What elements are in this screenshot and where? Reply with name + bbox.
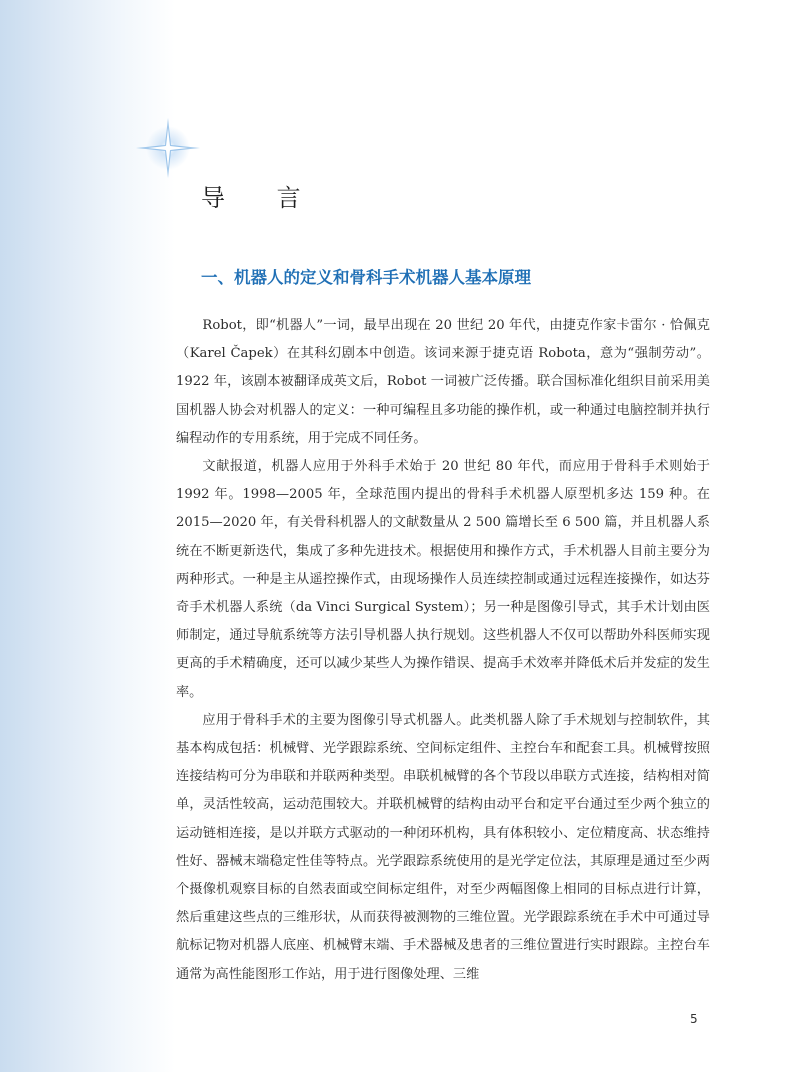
page-number: 5: [690, 1012, 698, 1026]
paragraph-1: Robot，即“机器人”一词，最早出现在 20 世纪 20 年代，由捷克作家卡雷尔 · 恰佩克（Karel Čapek）在其科幻剧本中创造。该词来源于捷克语 Robota，意为“强制劳动”。1922 年，该剧本被翻译成英文后，Robot 一词被广泛传播。联合国标准化组织目前采用美国机器人协会对机器人的定义：一种可编程且多功能的操作机，或一种通过电脑控制并执行编程动作的专用系统，用于完成不同任务。: [176, 318, 710, 446]
chapter-title: 导 言: [201, 184, 323, 212]
paragraph-3: 应用于骨科手术的主要为图像引导式机器人。此类机器人除了手术规划与控制软件，其基本构成包括：机械臂、光学跟踪系统、空间标定组件、主控台车和配套工具。机械臂按照连接结构可分为串联和并联两种类型。串联机械臂的各个节段以串联方式连接，结构相对简单，灵活性较高，运动范围较大。并联机械臂的结构由动平台和定平台通过至少两个独立的运动链相连接，是以并联方式驱动的一种闭环机构，具有体积较小、定位精度高、状态维持性好、器械末端稳定性佳等特点。光学跟踪系统使用的是光学定位法，其原理是通过至少两个摄像机观察目标的自然表面或空间标定组件，对至少两幅图像上相同的目标点进行计算，然后重建这些点的三维形状，从而获得被测物的三维位置。光学跟踪系统在手术中可通过导航标记物对机器人底座、机械臂末端、手术器械及患者的三维位置进行实时跟踪。主控台车通常为高性能图形工作站，用于进行图像处理、三维: [176, 712, 710, 982]
sparkle-icon: [128, 110, 208, 190]
body-text: [176, 312, 710, 989]
paragraph-2: 文献报道，机器人应用于外科手术始于 20 世纪 80 年代，而应用于骨科手术则始于 1992 年。1998—2005 年，全球范围内提出的骨科手术机器人原型机多达 159 种。在 2015—2020 年，有关骨科机器人的文献数量从 2 500 篇增长至 6 500 篇，并且机器人系统在不断更新迭代，集成了多种先进技术。根据使用和操作方式，手术机器人目前主要分为两种形式。一种是主从遥控操作式，由现场操作人员连续控制或通过远程连接操作，如达芬奇手术机器人系统（da Vinci Surgical System）；另一种是图像引导式，其手术计划由医师制定，通过导航系统等方法引导机器人执行规划。这些机器人不仅可以帮助外科医师实现更高的手术精确度，还可以减少某些人为操作错误、提高手术效率并降低术后并发症的发生率。: [176, 459, 710, 700]
section-heading: 一、机器人的定义和骨科手术机器人基本原理: [201, 268, 531, 287]
